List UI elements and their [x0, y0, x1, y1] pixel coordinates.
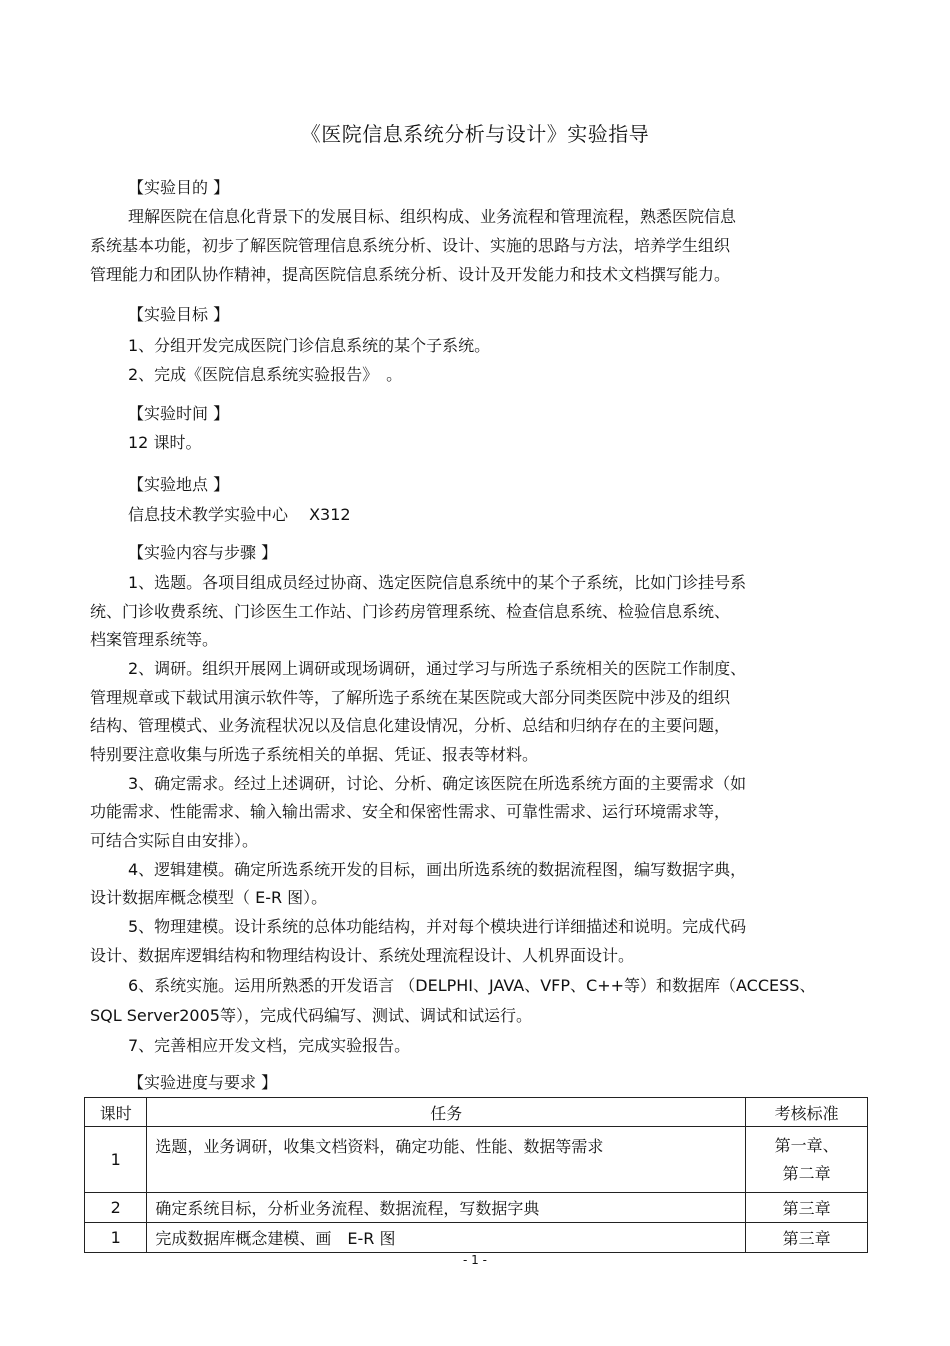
- table-row: [85, 1193, 868, 1223]
- step-line: 3、确定需求。经过上述调研，讨论、分析、确定该医院在所选系统方面的主要需求（如: [128, 774, 747, 793]
- step-line: 统、门诊收费系统、门诊医生工作站、门诊药房管理系统、检查信息系统、检验信息系统、: [90, 602, 731, 621]
- section-heading-place: 【实验地点 】: [128, 475, 230, 494]
- step-line: 4、逻辑建模。确定所选系统开发的目标，画出所选系统的数据流程图，编写数据字典，: [128, 860, 747, 879]
- section-heading-goal: 【实验目标 】: [128, 305, 230, 324]
- cell-standard: 第三章: [746, 1223, 868, 1253]
- place-line: 信息技术教学实验中心 X312: [128, 505, 351, 524]
- cell-task: 完成数据库概念建模、画 E-R 图: [147, 1223, 746, 1253]
- section-heading-progress: 【实验进度与要求 】: [128, 1073, 278, 1092]
- step-line: 设计数据库概念模型（ E-R 图）。: [90, 888, 328, 907]
- cell-hours: 2: [85, 1193, 147, 1223]
- section-heading-steps: 【实验内容与步骤 】: [128, 543, 278, 562]
- step-line: 7、完善相应开发文档，完成实验报告。: [128, 1036, 411, 1055]
- section-heading-time: 【实验时间 】: [128, 404, 230, 423]
- step-line: 2、调研。组织开展网上调研或现场调研，通过学习与所选子系统相关的医院工作制度、: [128, 659, 747, 678]
- step-line: 可结合实际自由安排）。: [90, 831, 259, 850]
- table-row: [85, 1127, 868, 1193]
- document-title: 《医院信息系统分析与设计》实验指导: [300, 122, 650, 146]
- step-line: 设计、数据库逻辑结构和物理结构设计、系统处理流程设计、人机界面设计。: [90, 946, 635, 965]
- cell-standard-line: 第一章、: [774, 1135, 839, 1155]
- step-line: 管理规章或下载试用演示软件等，了解所选子系统在某医院或大部分同类医院中涉及的组织: [90, 688, 731, 707]
- purpose-line: 理解医院在信息化背景下的发展目标、组织构成、业务流程和管理流程，熟悉医院信息: [128, 207, 737, 226]
- step-line: SQL Server2005等），完成代码编写、测试、调试和试运行。: [90, 1006, 532, 1025]
- progress-table: [84, 1097, 868, 1253]
- column-header-standard: 考核标准: [746, 1098, 868, 1127]
- cell-standard: 第三章: [746, 1193, 868, 1223]
- page-number: - 1 -: [463, 1253, 487, 1267]
- time-line: 12 课时。: [128, 433, 202, 452]
- cell-standard-line: 第二章: [782, 1163, 831, 1183]
- cell-task: 选题，业务调研，收集文档资料，确定功能、性能、数据等需求: [147, 1127, 746, 1193]
- step-line: 特别要注意收集与所选子系统相关的单据、凭证、报表等材料。: [90, 745, 539, 764]
- step-line: 结构、管理模式、业务流程状况以及信息化建设情况，分析、总结和归纳存在的主要问题，: [90, 716, 731, 735]
- step-line: 1、选题。各项目组成员经过协商、选定医院信息系统中的某个子系统，比如门诊挂号系: [128, 573, 747, 592]
- table-row: [85, 1223, 868, 1253]
- step-line: 6、系统实施。运用所熟悉的开发语言 （DELPHI、JAVA、VFP、C++等）和数据库（ACCESS、: [128, 976, 816, 995]
- section-heading-purpose: 【实验目的 】: [128, 178, 230, 197]
- cell-hours: 1: [85, 1223, 147, 1253]
- step-line: 5、物理建模。设计系统的总体功能结构，并对每个模块进行详细描述和说明。完成代码: [128, 917, 747, 936]
- cell-hours: 1: [85, 1127, 147, 1193]
- column-header-hours: 课时: [85, 1098, 147, 1127]
- column-header-task: 任务: [147, 1098, 746, 1127]
- cell-task: 确定系统目标，分析业务流程、数据流程，写数据字典: [147, 1193, 746, 1223]
- purpose-line: 管理能力和团队协作精神，提高医院信息系统分析、设计及开发能力和技术文档撰写能力。: [90, 265, 731, 284]
- table-header-row: [85, 1098, 868, 1127]
- purpose-line: 系统基本功能，初步了解医院管理信息系统分析、设计、实施的思路与方法，培养学生组织: [90, 236, 731, 255]
- step-line: 档案管理系统等。: [90, 630, 219, 649]
- step-line: 功能需求、性能需求、输入输出需求、安全和保密性需求、可靠性需求、运行环境需求等，: [90, 802, 731, 821]
- goal-line: 1、分组开发完成医院门诊信息系统的某个子系统。: [128, 336, 491, 355]
- goal-line: 2、完成《医院信息系统实验报告》 。: [128, 365, 403, 384]
- cell-standard: [746, 1127, 868, 1193]
